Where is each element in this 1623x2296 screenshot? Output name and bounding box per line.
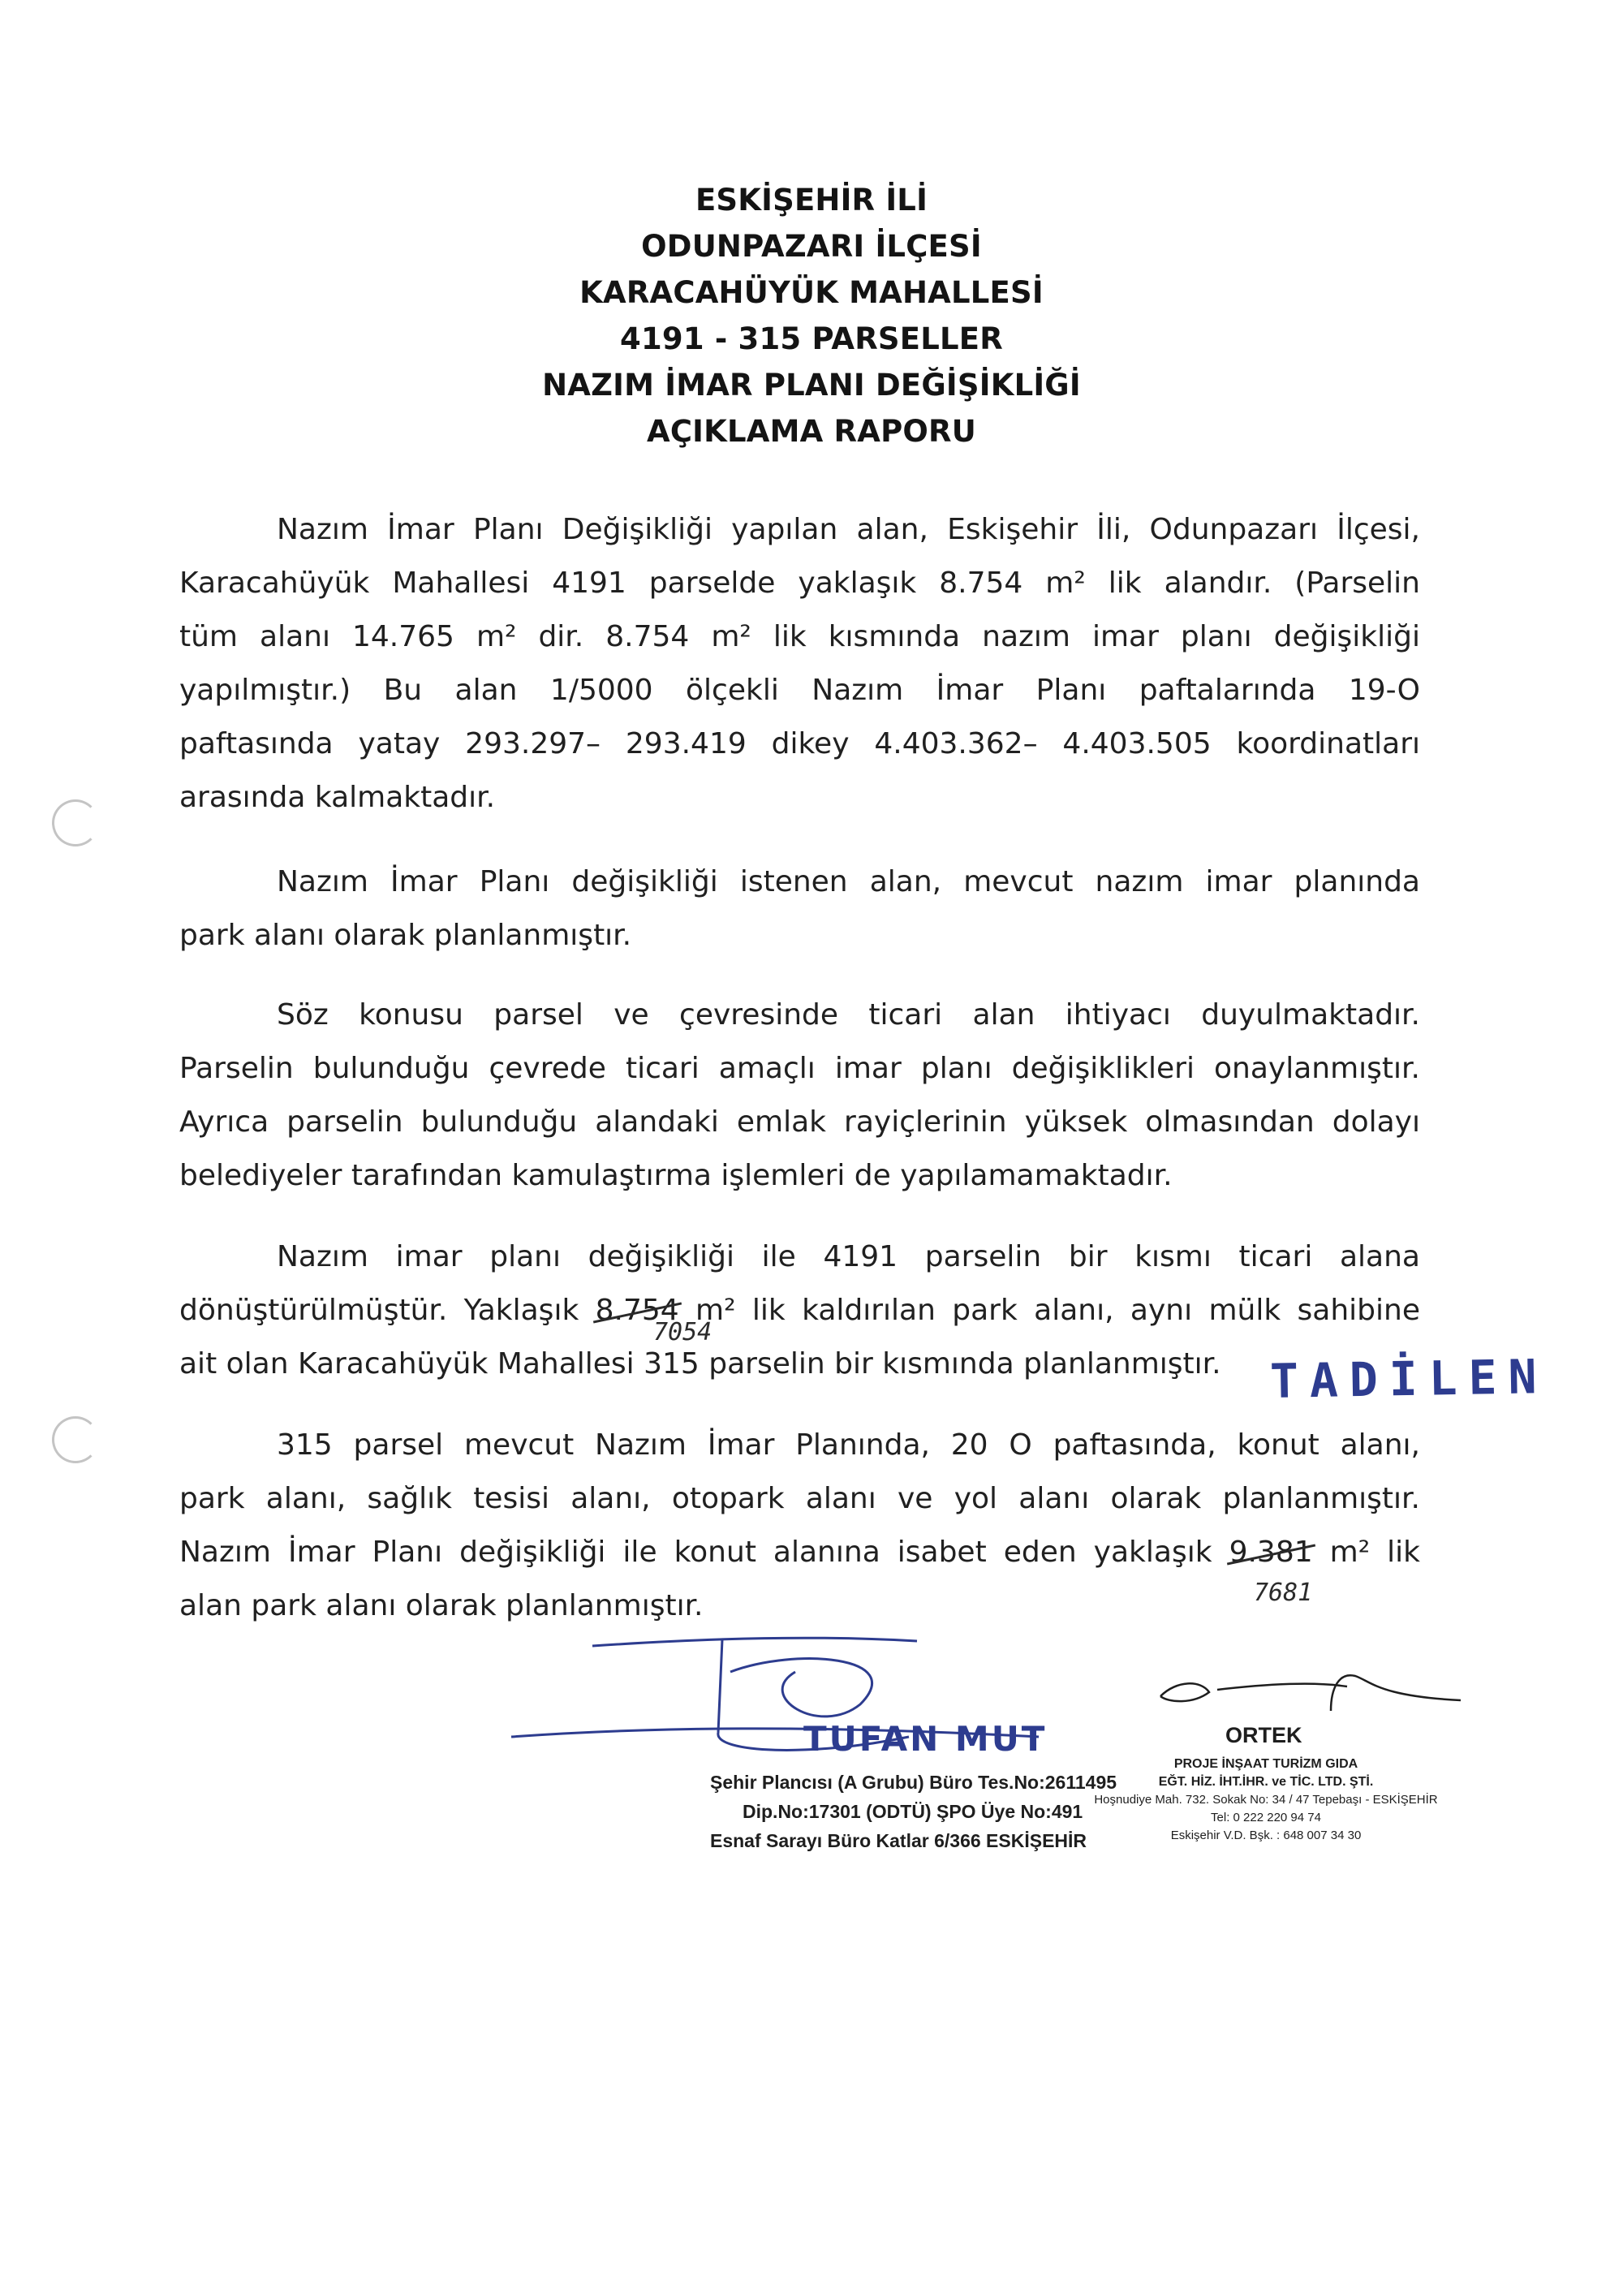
company-stamp-name: ORTEK [1225, 1723, 1302, 1747]
signatory-left-line: Esnaf Sarayı Büro Katlar 6/366 ESKİŞEHİR [710, 1830, 1087, 1851]
paragraph-5-line: alan park alanı olarak planlanmıştır. [179, 1589, 704, 1622]
title-line-plan-change: NAZIM İMAR PLANI DEĞİŞİKLİĞİ [542, 368, 1081, 403]
title-line-parcels: 4191 - 315 PARSELLER [620, 321, 1003, 356]
company-stamp-line: EĞT. HİZ. İHT.İHR. ve TİC. LTD. ŞTİ. [1158, 1775, 1374, 1789]
title-line-province: ESKİŞEHİR İLİ [695, 183, 928, 218]
paragraph-2-line: Nazım İmar Planı değişikliği istenen alan, mevcut nazım imar planında [277, 865, 1420, 898]
title-line-neighborhood: KARACAHÜYÜK MAHALLESİ [579, 275, 1044, 310]
paragraph-1-line: Karacahüyük Mahallesi 4191 parselde yaklaşık 8.754 m² lik alandır. (Parselin [179, 566, 1420, 600]
paragraph-1-line: arasında kalmaktadır. [179, 781, 496, 814]
paragraph-1-line: yapılmıştır.) Bu alan 1/5000 ölçekli Nazım İmar Planı paftalarında 19-O [179, 674, 1420, 707]
signatory-left-details [710, 1768, 1117, 1855]
paragraph-3-line: Parselin bulunduğu çevrede ticari amaçlı imar planı değişiklikleri onaylanmıştır. [179, 1052, 1420, 1085]
signatory-left-name: TUFAN MUT [803, 1719, 1048, 1759]
struck-area-value: 9.381 [1229, 1526, 1313, 1579]
paragraph-4-text: m² lik kaldırılan park alanı, aynı mülk sahibine [678, 1294, 1420, 1327]
paragraph-1-line: tüm alanı 14.765 m² dir. 8.754 m² lik kısmında nazım imar planı değişikliği [179, 620, 1420, 653]
paragraph-5-text: m² lik [1312, 1536, 1420, 1569]
paragraph-1-line: paftasında yatay 293.297– 293.419 dikey 4.403.362– 4.403.505 koordinatları [179, 727, 1420, 760]
company-stamp-line: Hoşnudiye Mah. 732. Sokak No: 34 / 47 Tepebaşı - ESKİŞEHİR [1094, 1793, 1438, 1807]
handwritten-correction-7054: 7054 [653, 1318, 712, 1346]
signature-right-scribble [1160, 1675, 1461, 1711]
company-stamp-line: PROJE İNŞAAT TURİZM GIDA [1173, 1757, 1358, 1771]
paragraph-3-line: Söz konusu parsel ve çevresinde ticari alan ihtiyacı duyulmaktadır. [277, 998, 1420, 1032]
paragraph-3-line: belediyeler tarafından kamulaştırma işlemleri de yapılamamaktadır. [179, 1159, 1173, 1192]
handwritten-correction-7681: 7681 [1254, 1579, 1313, 1607]
signatory-left-line: Şehir Plancısı (A Grubu) Büro Tes.No:2611495 [710, 1772, 1117, 1793]
tadilen-stamp: TADİLEN [1269, 1349, 1549, 1409]
company-stamp-details [1079, 1755, 1453, 1845]
signatory-left-line: Dip.No:17301 (ODTÜ) ŞPO Üye No:491 [743, 1801, 1083, 1822]
company-stamp-line: Eskişehir V.D. Bşk. : 648 007 34 30 [1170, 1829, 1362, 1842]
company-stamp-line: Tel: 0 222 220 94 74 [1211, 1811, 1321, 1824]
paragraph-4-line: ait olan Karacahüyük Mahallesi 315 parselin bir kısmında planlanmıştır. [179, 1347, 1221, 1381]
title-line-report: AÇIKLAMA RAPORU [646, 414, 976, 449]
paragraph-4-text: dönüştürülmüştür. Yaklaşık [179, 1294, 596, 1327]
paragraph-4-line: Nazım imar planı değişikliği ile 4191 parselin bir kısmı ticari alana [277, 1240, 1420, 1273]
paragraph-3-line: Ayrıca parselin bulunduğu alandaki emlak rayiçlerinin yüksek olmasından dolayı [179, 1105, 1420, 1139]
paragraph-5-line: 315 parsel mevcut Nazım İmar Planında, 20 O paftasında, konut alanı, [277, 1428, 1420, 1462]
paragraph-5-text: Nazım İmar Planı değişikliği ile konut alanına isabet eden yaklaşık [179, 1536, 1229, 1569]
paragraph-2-line: park alanı olarak planlanmıştır. [179, 919, 632, 952]
struck-area-value: 8.754 [596, 1284, 679, 1338]
title-line-district: ODUNPAZARI İLÇESİ [641, 229, 982, 264]
paragraph-5-line: park alanı, sağlık tesisi alanı, otopark alanı ve yol alanı olarak planlanmıştır. [179, 1482, 1420, 1515]
paragraph-1-line: Nazım İmar Planı Değişikliği yapılan alan, Eskişehir İli, Odunpazarı İlçesi, [277, 513, 1420, 546]
